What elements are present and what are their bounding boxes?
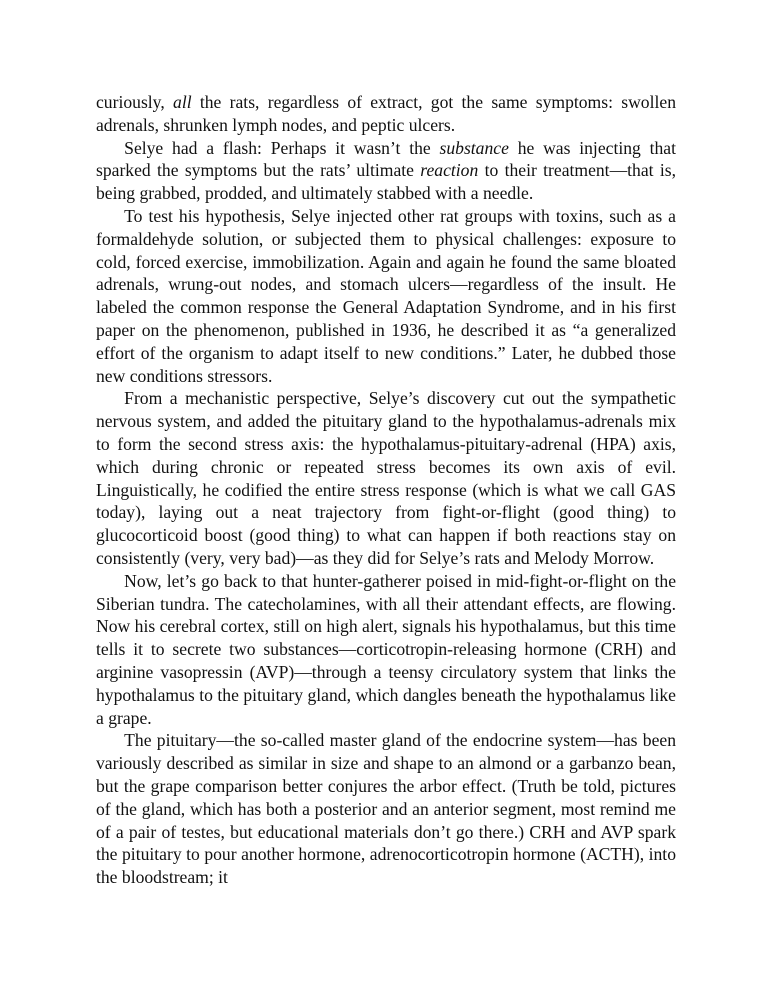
p5-text: Now, let’s go back to that hunter-gatherer poised in mid-fight-or-flight on the Siberian tundra. The catecholamines, with all their attendant effects, are flowing. Now his cerebral cortex, still on high alert, signals his hypothalamus, but this time tells it to secrete two substances—corticotropin-releasing hormone (CRH) and arginine vasopressin (AVP)—through a teensy circulatory system that links the hypothalamus to the pituitary gland, which dangles beneath the hypothalamus like a grape.	[96, 570, 676, 728]
p2-italic-substance: substance	[439, 137, 509, 158]
p1-text-b: the rats, regardless of extract, got the same symptoms: swollen adrenals, shrunken lymph nodes, and peptic ulcers.	[96, 92, 676, 135]
p6-text: The pituitary—the so-called master gland of the endocrine system—has been variously described as similar in size and shape to an almond or a garbanzo bean, but the grape comparison better conjures the arbor effect. (Truth be told, pictures of the gland, which has both a posterior and an anterior segment, most remind me of a pair of testes, but educational materials don’t go there.) CRH and AVP spark the pituitary to pour another hormone, adrenocorticotropin hormone (ACTH), into the bloodstream; it	[96, 730, 676, 888]
p3-text: To test his hypothesis, Selye injected other rat groups with toxins, such as a formaldehyde solution, or subjected them to physical challenges: exposure to cold, forced exercise, immobilization. Again and again he found the same bloated adrenals, wrung-out nodes, and stomach ulcers—regardless of the insult. He labeled the common response the General Adaptation Syndrome, and in his first paper on the phenomenon, published in 1936, he described it as “a generalized effort of the organism to adapt itself to new conditions.” Later, he dubbed those new conditions stressors.	[96, 205, 676, 386]
p2-text-c: to their treatment—that is, being grabbed, prodded, and ultimately stabbed with a needle.	[96, 160, 676, 204]
paragraph-3	[96, 205, 676, 387]
paragraph-6	[96, 729, 676, 889]
p4-text: From a mechanistic perspective, Selye’s discovery cut out the sympathetic nervous system, and added the pituitary gland to the hypothalamus-adrenals mix to form the second stress axis: the hypothalamus-pituitary-adrenal (HPA) axis, which during chronic or repeated stress becomes its own axis of evil. Linguistically, he codified the entire stress response (which is what we call GAS today), laying out a neat trajectory from fight-or-flight (good thing) to glucocorticoid boost (good thing) to what can happen if both reactions stay on consistently (very, very bad)—as they did for Selye’s rats and Melody Morrow.	[96, 388, 676, 568]
p2-text-a: Selye had a flash: Perhaps it wasn’t the	[124, 137, 440, 158]
p1-italic-all: all	[173, 92, 192, 112]
paragraph-2	[96, 137, 676, 205]
paragraph-5	[96, 570, 676, 730]
paragraph-4	[96, 387, 676, 569]
p2-italic-reaction: reaction	[420, 160, 479, 181]
p2-text-b: he was injecting that sparked the symptoms but the rats’ ultimate	[96, 137, 676, 181]
paragraph-1	[96, 91, 676, 137]
p1-text-a: curiously,	[96, 92, 174, 112]
book-page-body	[96, 91, 676, 889]
